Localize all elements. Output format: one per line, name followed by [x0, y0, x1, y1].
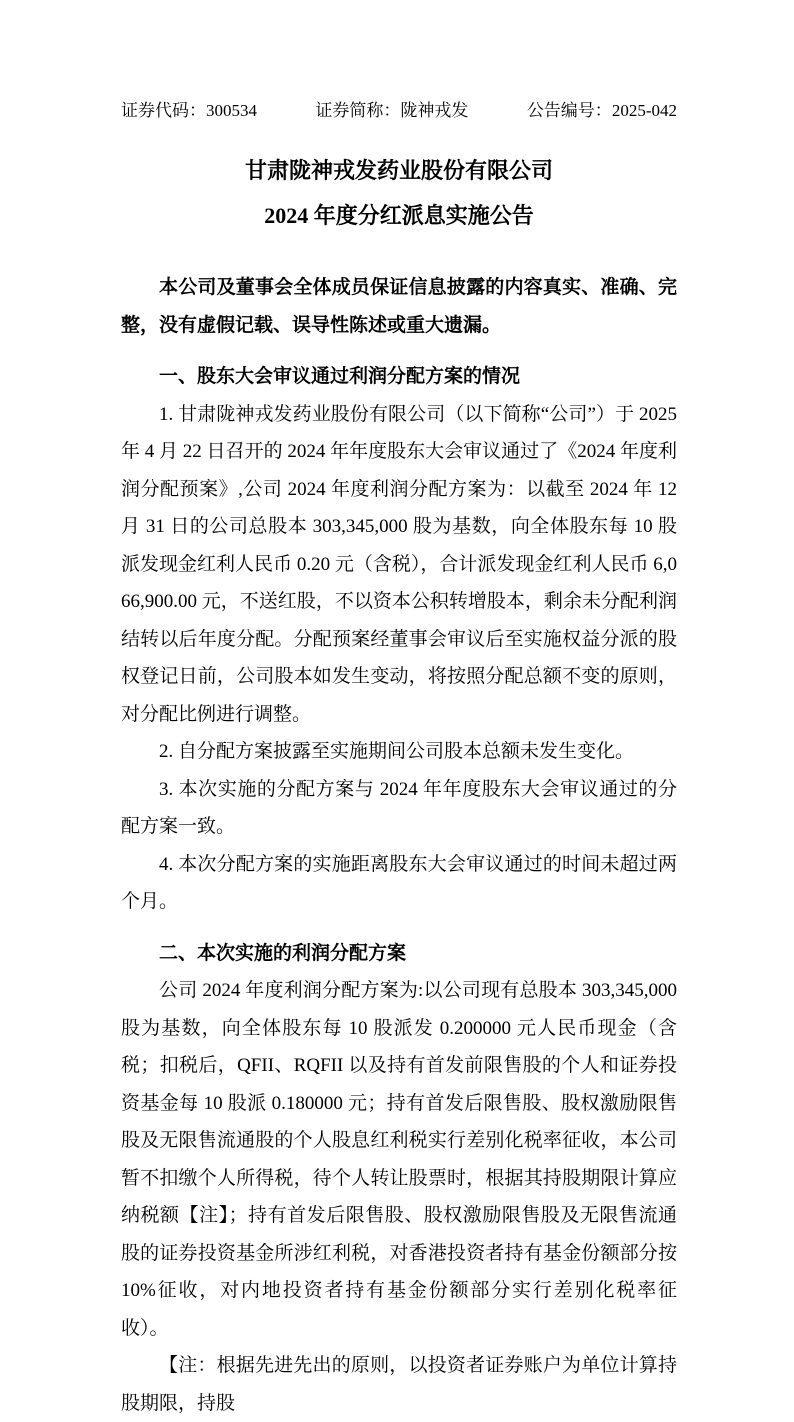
section-2-note-paragraph: 【注：根据先进先出的原则，以投资者证券账户为单位计算持股期限，持股	[121, 1355, 677, 1414]
stock-code-label: 证券代码：	[121, 101, 206, 120]
disclosure-statement: 本公司及董事会全体成员保证信息披露的内容真实、准确、完整，没有虚假记载、误导性陈述或重大遗漏。	[121, 277, 677, 336]
section-1-heading: 一、股东大会审议通过利润分配方案的情况	[159, 366, 521, 387]
announcement-number	[527, 100, 677, 122]
stock-name	[315, 100, 468, 122]
announcement-number-label: 公告编号：	[526, 101, 612, 120]
announcement-title: 2024 年度分红派息实施公告	[264, 203, 534, 228]
section-1-paragraph-1: 1. 甘肃陇神戎发药业股份有限公司（以下简称“公司”）于 2025 年 4 月 22 日召开的 2024 年年度股东大会审议通过了《2024 年度利润分配预案》,公司 2024 年度利润分配方案为：以截至 2024 年 12 月 31 日的公司总股本 303,345,000 股为基数，向全体股东每 10 股派发现金红利人民币 0.20 元（含税），合计派发现金红利人民币 6,066,900.00 元，不送红股，不以资本公积转增股本，剩余未分配利润结转以后年度分配。分配预案经董事会审议后至实施权益分派的股权登记日前，公司股本如发生变动，将按照分配总额不变的原则，对分配比例进行调整。	[121, 403, 677, 725]
stock-code	[121, 100, 257, 122]
company-title: 甘肃陇神戎发药业股份有限公司	[244, 158, 553, 183]
section-2-heading: 二、本次实施的利润分配方案	[159, 942, 407, 964]
announcement-number-value: 2025-042	[611, 101, 677, 120]
section-1-paragraph-4: 4. 本次分配方案的实施距离股东大会审议通过的时间未超过两个月。	[121, 853, 677, 912]
section-1-paragraph-2: 2. 自分配方案披露至实施期间公司股本总额未发生变化。	[159, 741, 635, 762]
stock-name-value: 陇神戎发	[400, 101, 469, 120]
section-2-paragraph-1: 公司 2024 年度利润分配方案为:以公司现有总股本 303,345,000 股为基数，向全体股东每 10 股派发 0.200000 元人民币现金（含税；扣税后，QFII、RQFII 以及持有首发前限售股的个人和证券投资基金每 10 股派 0.180000 元；持有首发后限售股、股权激励限售股及无限售流通股的个人股息红利税实行差别化税率征收，本公司暂不扣缴个人所得税，待个人转让股票时，根据其持股期限计算应纳税额【注】；持有首发后限售股、股权激励限售股及无限售流通股的证券投资基金所涉红利税，对香港投资者持有基金份额部分按 10%征收，对内地投资者持有基金份额部分实行差别化税率征收）。	[121, 980, 677, 1339]
document-header	[121, 100, 677, 122]
section-1-paragraph-3: 3. 本次实施的分配方案与 2024 年年度股东大会审议通过的分配方案一致。	[121, 778, 677, 837]
stock-code-value: 300534	[206, 101, 257, 120]
stock-name-label: 证券简称：	[315, 101, 401, 120]
